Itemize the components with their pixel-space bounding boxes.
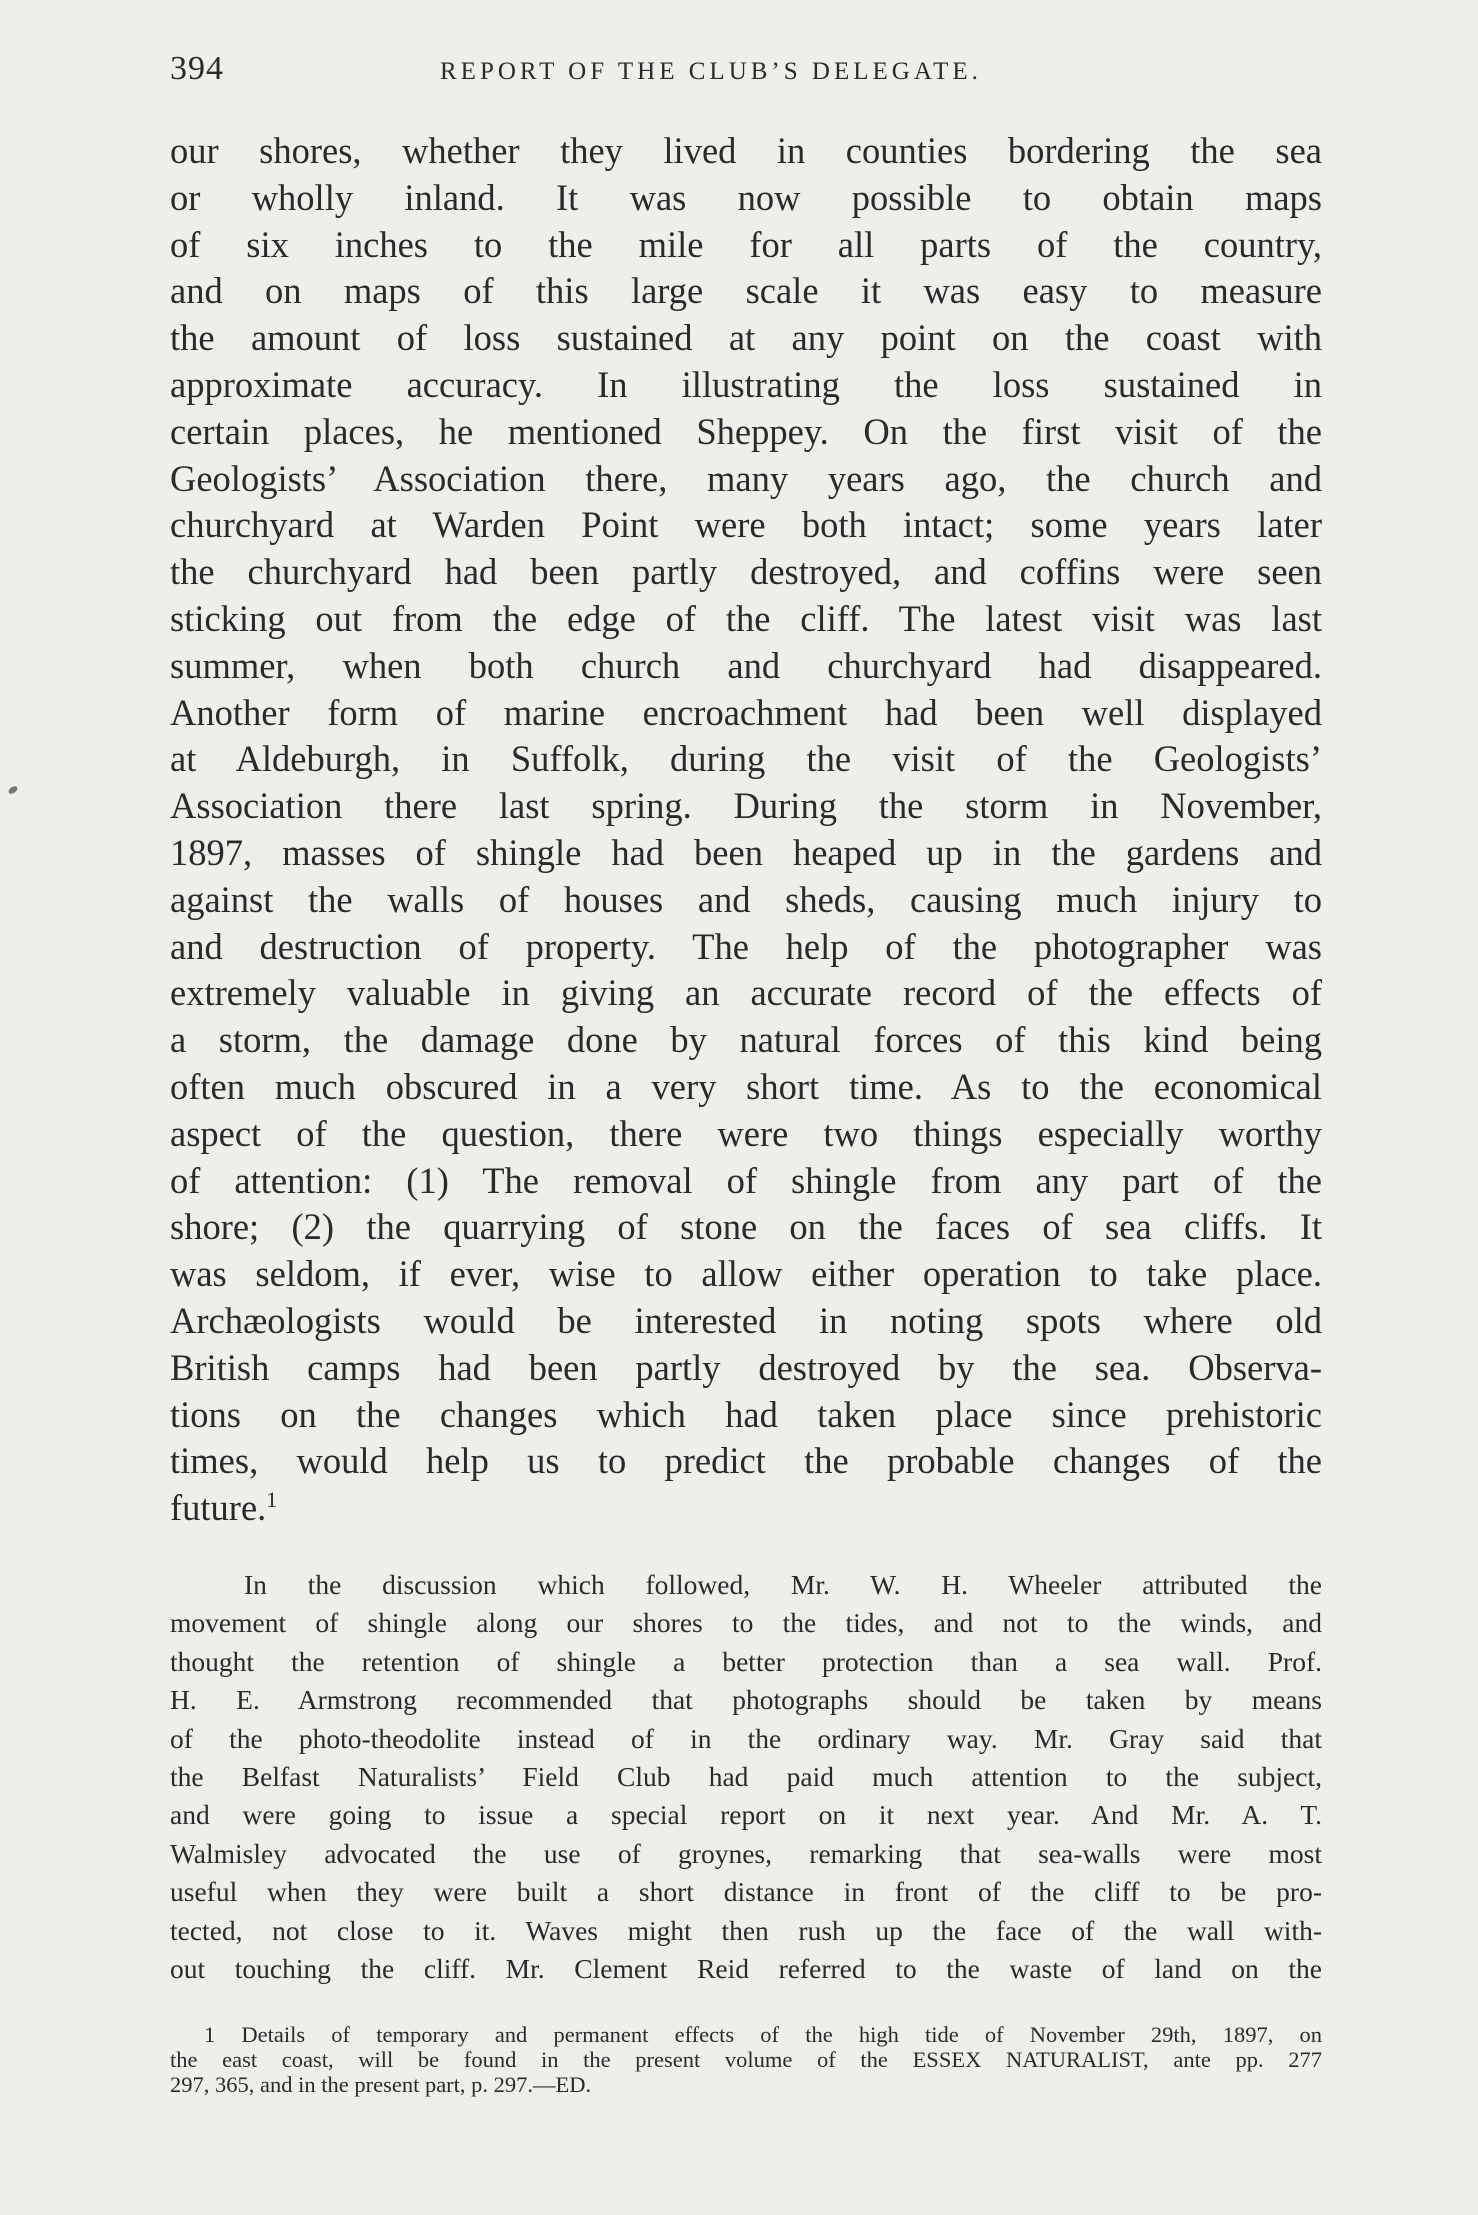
- body-line: and on maps of this large scale it was easy to measure: [170, 270, 1322, 312]
- discussion-line: of the photo-theodolite instead of in the ordinary way. Mr. Gray said that: [170, 1722, 1322, 1754]
- body-line: against the walls of houses and sheds, causing much injury to: [170, 878, 1322, 920]
- discussion-line: H. E. Armstrong recommended that photographs should be taken by means: [170, 1684, 1322, 1716]
- body-line: certain places, he mentioned Sheppey. On the first visit of the: [170, 410, 1322, 452]
- discussion-line: the Belfast Naturalists’ Field Club had paid much attention to the subject,: [170, 1761, 1322, 1793]
- body-line: times, would help us to predict the probable changes of the: [170, 1440, 1322, 1482]
- body-line: Association there last spring. During the storm in November,: [170, 785, 1322, 827]
- body-line: tions on the changes which had taken place since prehistoric: [170, 1393, 1322, 1435]
- discussion-line: thought the retention of shingle a better protection than a sea wall. Prof.: [170, 1645, 1322, 1677]
- body-line: shore; (2) the quarrying of stone on the faces of sea cliffs. It: [170, 1206, 1322, 1248]
- body-line: and destruction of property. The help of the photographer was: [170, 925, 1322, 967]
- page-number: 394: [170, 50, 224, 87]
- discussion-paragraph: [170, 1566, 1322, 1988]
- body-line: a storm, the damage done by natural forces of this kind being: [170, 1019, 1322, 1061]
- footnote-line: 1 Details of temporary and permanent effects of the high tide of November 29th, 1897, on: [204, 2022, 1322, 2047]
- discussion-line: Walmisley advocated the use of groynes, remarking that sea-walls were most: [170, 1837, 1322, 1869]
- main-paragraph: [170, 128, 1322, 1532]
- body-line: Geologists’ Association there, many years ago, the church and: [170, 457, 1322, 499]
- body-line-text: future.: [170, 1487, 267, 1529]
- discussion-line: movement of shingle along our shores to the tides, and not to the winds, and: [170, 1607, 1322, 1639]
- body-line: summer, when both church and churchyard had disappeared.: [170, 644, 1322, 686]
- footnote: [170, 2022, 1322, 2097]
- body-line: our shores, whether they lived in counties bordering the sea: [170, 130, 1322, 171]
- body-line: Another form of marine encroachment had been well displayed: [170, 691, 1322, 733]
- body-line: aspect of the question, there were two things especially worthy: [170, 1112, 1322, 1154]
- footnote-line: 297, 365, and in the present part, p. 297.—ED.: [170, 2072, 592, 2097]
- body-line: the amount of loss sustained at any point on the coast with: [170, 317, 1322, 359]
- body-line: at Aldeburgh, in Suffolk, during the visit of the Geologists’: [170, 738, 1322, 780]
- discussion-line: useful when they were built a short distance in front of the cliff to be pro-: [170, 1876, 1322, 1908]
- body-line: Archæologists would be interested in noting spots where old: [170, 1299, 1322, 1341]
- body-line: or wholly inland. It was now possible to obtain maps: [170, 176, 1322, 218]
- body-line: approximate accuracy. In illustrating the loss sustained in: [170, 363, 1322, 405]
- discussion-line: and were going to issue a special report on it next year. And Mr. A. T.: [170, 1799, 1322, 1831]
- page-blemish: [7, 785, 19, 796]
- body-line: 1897, masses of shingle had been heaped up in the gardens and: [170, 831, 1322, 873]
- body-line: sticking out from the edge of the cliff. The latest visit was last: [170, 597, 1322, 639]
- body-line: often much obscured in a very short time. As to the economical: [170, 1065, 1322, 1107]
- footnote-line: the east coast, will be found in the present volume of the ESSEX NATURALIST, ante pp. 277: [170, 2047, 1322, 2072]
- running-head: REPORT OF THE CLUB’S DELEGATE.: [440, 58, 982, 85]
- footnote-reference: 1: [266, 1486, 278, 1512]
- body-line: churchyard at Warden Point were both intact; some years later: [170, 504, 1322, 546]
- body-line: was seldom, if ever, wise to allow either operation to take place.: [170, 1253, 1322, 1295]
- discussion-line: In the discussion which followed, Mr. W. H. Wheeler attributed the: [244, 1569, 1322, 1600]
- body-line: of attention: (1) The removal of shingle from any part of the: [170, 1159, 1322, 1201]
- discussion-line: out touching the cliff. Mr. Clement Reid referred to the waste of land on the: [170, 1953, 1322, 1985]
- body-line: the churchyard had been partly destroyed, and coffins were seen: [170, 551, 1322, 593]
- body-line: extremely valuable in giving an accurate record of the effects of: [170, 972, 1322, 1014]
- body-line: British camps had been partly destroyed by the sea. Observa-: [170, 1346, 1322, 1388]
- discussion-line: tected, not close to it. Waves might then rush up the face of the wall with-: [170, 1914, 1322, 1946]
- body-line: of six inches to the mile for all parts of the country,: [170, 223, 1322, 265]
- body-line-last: [170, 1485, 1322, 1532]
